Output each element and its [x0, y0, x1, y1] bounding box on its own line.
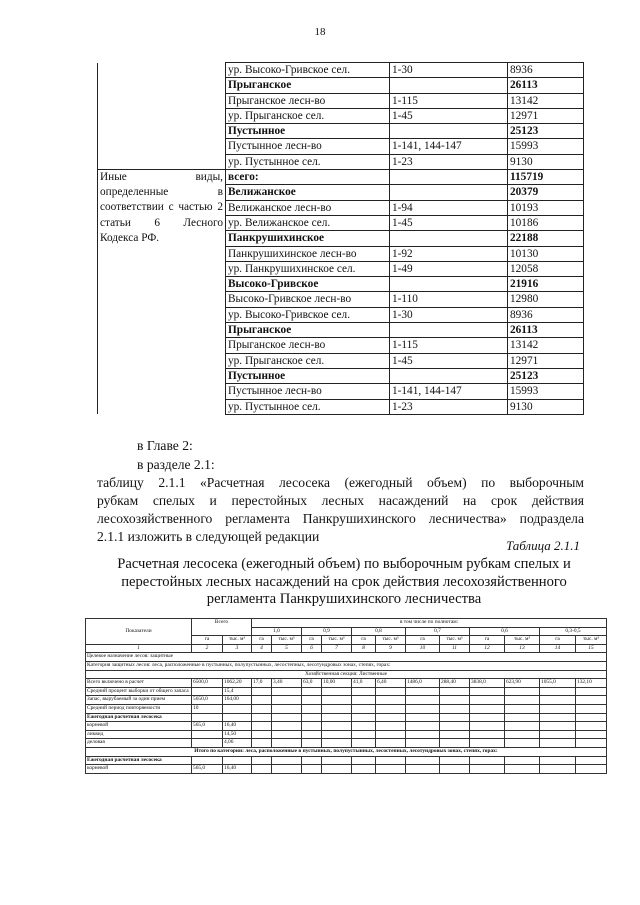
- row-label: Запас, вырубаемый за один прием: [86, 696, 192, 705]
- area-value: 115719: [508, 170, 584, 185]
- row-cell: 288,40: [440, 679, 470, 688]
- row-cell: [352, 739, 376, 748]
- forest-name: ур. Пустынное сел.: [226, 154, 390, 169]
- heading-line-1: Расчетная лесосека (ежегодный объем) по выборочным рубкам спелых и: [117, 556, 571, 572]
- row-cell: [272, 730, 302, 739]
- para-line-4: 2.1.1 изложить в следующей редакции: [97, 529, 320, 544]
- forest-name: Высоко-Гривское лесн-во: [226, 292, 390, 307]
- area-value: 12971: [508, 108, 584, 123]
- row-cell: [352, 696, 376, 705]
- row-cell: 10: [192, 704, 223, 713]
- row-cell: 63,0: [302, 679, 322, 688]
- indicator-header: Показатели: [86, 619, 192, 645]
- unit-m3: тыс. м³: [322, 636, 352, 645]
- area-value: 15993: [508, 139, 584, 154]
- row-cell: [505, 687, 540, 696]
- area-value: 20379: [508, 185, 584, 200]
- row-cell: 565,0: [192, 722, 223, 731]
- row-cell: [540, 739, 576, 748]
- table-row: [86, 713, 607, 722]
- quarter-numbers: [390, 277, 508, 292]
- forest-name: ур. Высоко-Гривское сел.: [226, 63, 390, 78]
- row-cell: [576, 739, 607, 748]
- row-cell: [322, 704, 352, 713]
- table-row: [98, 170, 584, 185]
- total-header: Всего: [192, 619, 252, 636]
- row-cell: 164,00: [223, 696, 252, 705]
- forest-name: Прыганское: [226, 323, 390, 338]
- forest-name: ур. Прыганское сел.: [226, 353, 390, 368]
- row-cell: [440, 756, 470, 765]
- row-cell: [406, 722, 440, 731]
- quarter-numbers: [390, 124, 508, 139]
- area-value: 21916: [508, 277, 584, 292]
- row-cell: [302, 713, 322, 722]
- row-label: Средний процент выборки от общего запаса: [86, 687, 192, 696]
- row-cell: [576, 713, 607, 722]
- row-cell: [406, 739, 440, 748]
- row-cell: [192, 756, 223, 765]
- column-number: 11: [440, 644, 470, 653]
- area-value: 15993: [508, 384, 584, 399]
- column-number: 6: [302, 644, 322, 653]
- first-column-blank: [98, 63, 226, 170]
- quarter-numbers: [390, 78, 508, 93]
- area-value: 12058: [508, 261, 584, 276]
- column-number: 14: [540, 644, 576, 653]
- row-cell: [440, 687, 470, 696]
- unit-m3: тыс. м³: [576, 636, 607, 645]
- row-cell: [322, 713, 352, 722]
- row-cell: [470, 739, 505, 748]
- row-cell: [302, 722, 322, 731]
- density-label: 0,9: [302, 627, 352, 636]
- table-caption: Таблица 2.1.1: [505, 538, 580, 553]
- row-cell: [272, 739, 302, 748]
- table-row: [98, 63, 584, 78]
- row-cell: 3,40: [272, 679, 302, 688]
- row-cell: [540, 687, 576, 696]
- purpose-line-row: [86, 653, 607, 662]
- row-cell: [440, 730, 470, 739]
- column-number: 2: [192, 644, 223, 653]
- unit-ha: га: [470, 636, 505, 645]
- row-cell: [192, 739, 223, 748]
- row-cell: [470, 765, 505, 774]
- quarter-numbers: 1-23: [390, 399, 508, 414]
- area-value: 8936: [508, 63, 584, 78]
- row-cell: [440, 696, 470, 705]
- row-cell: [540, 704, 576, 713]
- table-row: [86, 679, 607, 688]
- row-cell: 1486,0: [406, 679, 440, 688]
- area-value: 12971: [508, 353, 584, 368]
- column-number: 9: [376, 644, 406, 653]
- row-cell: [302, 696, 322, 705]
- forest-name: всего:: [226, 170, 390, 185]
- row-cell: [440, 713, 470, 722]
- row-cell: [322, 739, 352, 748]
- row-cell: [470, 713, 505, 722]
- row-cell: [540, 765, 576, 774]
- table-row: [86, 739, 607, 748]
- row-label: корневой: [86, 765, 192, 774]
- row-cell: [505, 704, 540, 713]
- quarter-numbers: 1-141, 144-147: [390, 384, 508, 399]
- forest-name: Прыганское лесн-во: [226, 338, 390, 353]
- unit-m3: тыс. м³: [272, 636, 302, 645]
- row-cell: [322, 730, 352, 739]
- column-numbers-row: [86, 644, 607, 653]
- quarter-numbers: 1-115: [390, 93, 508, 108]
- forest-name: Пустынное лесн-во: [226, 139, 390, 154]
- row-cell: [352, 687, 376, 696]
- row-cell: [322, 765, 352, 774]
- row-cell: [540, 730, 576, 739]
- row-cell: [406, 704, 440, 713]
- quarter-numbers: 1-23: [390, 154, 508, 169]
- column-number: 13: [505, 644, 540, 653]
- area-value: 10130: [508, 246, 584, 261]
- quarter-numbers: 1-30: [390, 63, 508, 78]
- density-label: 0,3-0,5: [540, 627, 607, 636]
- area-value: 13142: [508, 93, 584, 108]
- unit-ha: га: [352, 636, 376, 645]
- row-cell: [272, 722, 302, 731]
- quarter-numbers: 1-49: [390, 261, 508, 276]
- row-cell: [470, 756, 505, 765]
- row-cell: [376, 756, 406, 765]
- density-label: 1,0: [252, 627, 302, 636]
- row-cell: 17,0: [252, 679, 272, 688]
- area-value: 9130: [508, 154, 584, 169]
- row-cell: [576, 696, 607, 705]
- row-cell: [302, 756, 322, 765]
- line-section: в разделе 2.1:: [137, 457, 215, 472]
- row-cell: [352, 765, 376, 774]
- row-cell: [352, 704, 376, 713]
- row-cell: [272, 756, 302, 765]
- density-header: в том числе по полнотам:: [252, 619, 607, 628]
- area-value: 13142: [508, 338, 584, 353]
- row-cell: [540, 722, 576, 731]
- row-cell: [470, 730, 505, 739]
- forest-name: ур. Прыганское сел.: [226, 108, 390, 123]
- area-value: 12980: [508, 292, 584, 307]
- purpose-line: Целевое назначение лесов: защитные: [86, 653, 607, 662]
- row-cell: [192, 730, 223, 739]
- line-chapter: в Главе 2:: [137, 438, 193, 453]
- row-cell: [272, 713, 302, 722]
- row-cell: [376, 704, 406, 713]
- table-row: [86, 756, 607, 765]
- column-number: 1: [86, 644, 192, 653]
- area-value: 25123: [508, 124, 584, 139]
- forest-name: Панкрушихинское: [226, 231, 390, 246]
- unit-m3: тыс. м³: [376, 636, 406, 645]
- row-cell: [352, 713, 376, 722]
- forest-name: Высоко-Гривское: [226, 277, 390, 292]
- row-cell: [406, 756, 440, 765]
- row-cell: [252, 739, 272, 748]
- row-cell: [192, 687, 223, 696]
- column-number: 12: [470, 644, 505, 653]
- quarter-numbers: [390, 185, 508, 200]
- row-label: деловая: [86, 739, 192, 748]
- category-line-row: [86, 661, 607, 670]
- row-cell: [576, 687, 607, 696]
- row-cell: 623,90: [505, 679, 540, 688]
- column-number: 8: [352, 644, 376, 653]
- row-cell: 132,10: [576, 679, 607, 688]
- row-cell: 16,40: [223, 722, 252, 731]
- row-cell: [252, 722, 272, 731]
- page-number: 18: [314, 26, 326, 38]
- column-number: 15: [576, 644, 607, 653]
- forest-name: Прыганское: [226, 78, 390, 93]
- row-label: Ежегодная расчетная лесосека: [86, 713, 192, 722]
- area-value: 26113: [508, 323, 584, 338]
- unit-ha: га: [540, 636, 576, 645]
- unit-m3: тыс. м³: [505, 636, 540, 645]
- row-cell: [440, 722, 470, 731]
- row-cell: [352, 756, 376, 765]
- row-cell: [252, 696, 272, 705]
- row-cell: [272, 704, 302, 713]
- unit-m3: тыс. м³: [223, 636, 252, 645]
- row-cell: [376, 739, 406, 748]
- para-line-3: лесохозяйственного регламента Панкрушихинского лесничества» подраздела: [97, 511, 584, 526]
- row-cell: [576, 765, 607, 774]
- area-value: 10193: [508, 200, 584, 215]
- forest-name: ур. Пустынное сел.: [226, 399, 390, 414]
- row-label: корневой: [86, 722, 192, 731]
- quarter-numbers: [390, 170, 508, 185]
- unit-m3: тыс. м³: [440, 636, 470, 645]
- table-row: [86, 696, 607, 705]
- row-cell: [505, 739, 540, 748]
- row-cell: [302, 704, 322, 713]
- forest-name: Панкрушихинское лесн-во: [226, 246, 390, 261]
- row-cell: 6500,0: [192, 679, 223, 688]
- row-cell: [352, 722, 376, 731]
- table-heading: [100, 556, 588, 609]
- heading-line-3: регламента Панкрушихинского лесничества: [206, 591, 482, 607]
- row-cell: [223, 713, 252, 722]
- header-row-1: [86, 619, 607, 628]
- row-cell: [322, 696, 352, 705]
- table-row: [86, 765, 607, 774]
- row-cell: [376, 722, 406, 731]
- quarter-numbers: 1-141, 144-147: [390, 139, 508, 154]
- row-cell: [505, 722, 540, 731]
- row-cell: [302, 730, 322, 739]
- row-label: Средний период повторяемости: [86, 704, 192, 713]
- para-line-2: рубкам спелых и перестойных лесных насаждений на срок действия: [97, 493, 584, 508]
- row-cell: 16,40: [223, 765, 252, 774]
- category-line: Категория защитных лесов: леса, расположенные в пустынных, полупустынных, лесостепных, лесотундровых зонах, степях, горах:: [86, 661, 607, 670]
- quarter-numbers: [390, 323, 508, 338]
- row-cell: [192, 713, 223, 722]
- row-cell: [505, 756, 540, 765]
- row-cell: 4,06: [223, 739, 252, 748]
- row-cell: [505, 765, 540, 774]
- row-cell: 565,0: [192, 765, 223, 774]
- row-cell: [440, 765, 470, 774]
- row-cell: [352, 730, 376, 739]
- column-number: 3: [223, 644, 252, 653]
- row-cell: 15,4: [223, 687, 252, 696]
- forest-name: ур. Панкрушихинское сел.: [226, 261, 390, 276]
- row-cell: [376, 713, 406, 722]
- row-cell: [540, 756, 576, 765]
- forest-name: Пустынное лесн-во: [226, 384, 390, 399]
- cutting-area-table: [85, 618, 607, 774]
- area-value: 8936: [508, 307, 584, 322]
- row-cell: [576, 704, 607, 713]
- table-row: [86, 730, 607, 739]
- row-cell: [540, 713, 576, 722]
- row-cell: [252, 756, 272, 765]
- row-cell: 41,0: [352, 679, 376, 688]
- row-cell: 5650,0: [192, 696, 223, 705]
- row-label: ликвид: [86, 730, 192, 739]
- category-description: Иные виды, определенные в соответствии с частью 2 статьи 6 Лесного Кодекса РФ.: [98, 170, 226, 415]
- row-cell: 3838,0: [470, 679, 505, 688]
- section-line-row: [86, 670, 607, 679]
- quarter-numbers: 1-45: [390, 353, 508, 368]
- para-line-1: таблицу 2.1.1 «Расчетная лесосека (ежегодный объем) по выборочным: [97, 475, 584, 490]
- row-cell: [252, 704, 272, 713]
- row-cell: [223, 756, 252, 765]
- row-cell: [470, 696, 505, 705]
- row-cell: [505, 730, 540, 739]
- density-label: 0,6: [470, 627, 540, 636]
- total-category-line-row: [86, 747, 607, 756]
- forest-name: Пустынное: [226, 368, 390, 383]
- area-value: 10186: [508, 215, 584, 230]
- row-cell: [406, 687, 440, 696]
- row-cell: [322, 722, 352, 731]
- forest-name: ур. Высоко-Гривское сел.: [226, 307, 390, 322]
- unit-ha: га: [192, 636, 223, 645]
- forest-name: ур. Велижанское сел.: [226, 215, 390, 230]
- row-cell: [406, 713, 440, 722]
- row-cell: [223, 704, 252, 713]
- row-cell: [272, 687, 302, 696]
- row-cell: [376, 730, 406, 739]
- row-cell: [252, 730, 272, 739]
- quarter-numbers: 1-45: [390, 215, 508, 230]
- table-row: [86, 722, 607, 731]
- quarter-numbers: 1-110: [390, 292, 508, 307]
- forest-name: Прыганское лесн-во: [226, 93, 390, 108]
- area-value: 25123: [508, 368, 584, 383]
- row-cell: [406, 696, 440, 705]
- unit-ha: га: [252, 636, 272, 645]
- row-cell: [440, 739, 470, 748]
- table-row: [86, 687, 607, 696]
- row-label: Ежегодная расчетная лесосека: [86, 756, 192, 765]
- row-label: Всего включено в расчет: [86, 679, 192, 688]
- table-row: [86, 704, 607, 713]
- column-number: 4: [252, 644, 272, 653]
- column-number: 7: [322, 644, 352, 653]
- quarter-numbers: 1-92: [390, 246, 508, 261]
- row-cell: [505, 713, 540, 722]
- area-value: 9130: [508, 399, 584, 414]
- row-cell: [576, 730, 607, 739]
- row-cell: [470, 687, 505, 696]
- forest-name: Велижанское: [226, 185, 390, 200]
- quarter-numbers: 1-94: [390, 200, 508, 215]
- unit-ha: га: [302, 636, 322, 645]
- row-cell: [322, 687, 352, 696]
- heading-line-2: перестойных лесных насаждений на срок действия лесохозяйственного: [121, 573, 567, 590]
- quarter-numbers: 1-30: [390, 307, 508, 322]
- forest-name: Пустынное: [226, 124, 390, 139]
- quarter-numbers: [390, 231, 508, 246]
- row-cell: 6,40: [376, 679, 406, 688]
- row-cell: [406, 765, 440, 774]
- row-cell: [302, 765, 322, 774]
- row-cell: [376, 696, 406, 705]
- row-cell: [440, 704, 470, 713]
- row-cell: [505, 696, 540, 705]
- row-cell: [470, 722, 505, 731]
- forest-name: Велижанское лесн-во: [226, 200, 390, 215]
- forest-areas-table: [97, 62, 584, 415]
- row-cell: [302, 687, 322, 696]
- row-cell: 14,50: [223, 730, 252, 739]
- row-cell: [376, 765, 406, 774]
- row-cell: [470, 704, 505, 713]
- row-cell: [252, 687, 272, 696]
- total-category-line: Итого по категории: леса, расположенные в пустынных, полупустынных, лесостепных, лесотундровых зонах, степях, горах:: [86, 747, 607, 756]
- quarter-numbers: 1-45: [390, 108, 508, 123]
- row-cell: [406, 730, 440, 739]
- unit-ha: га: [406, 636, 440, 645]
- row-cell: [302, 739, 322, 748]
- row-cell: [252, 765, 272, 774]
- column-number: 5: [272, 644, 302, 653]
- area-value: 22188: [508, 231, 584, 246]
- column-number: 10: [406, 644, 440, 653]
- row-cell: 1062,20: [223, 679, 252, 688]
- row-cell: [272, 696, 302, 705]
- row-cell: [272, 765, 302, 774]
- quarter-numbers: 1-115: [390, 338, 508, 353]
- row-cell: [576, 756, 607, 765]
- area-value: 26113: [508, 78, 584, 93]
- density-label: 0,8: [352, 627, 406, 636]
- density-label: 0,7: [406, 627, 470, 636]
- section-line: Хозяйственная секция: Лиственные: [86, 670, 607, 679]
- row-cell: 1055,0: [540, 679, 576, 688]
- row-cell: [540, 696, 576, 705]
- row-cell: [376, 687, 406, 696]
- row-cell: [576, 722, 607, 731]
- row-cell: [322, 756, 352, 765]
- row-cell: [252, 713, 272, 722]
- quarter-numbers: [390, 368, 508, 383]
- row-cell: 10,00: [322, 679, 352, 688]
